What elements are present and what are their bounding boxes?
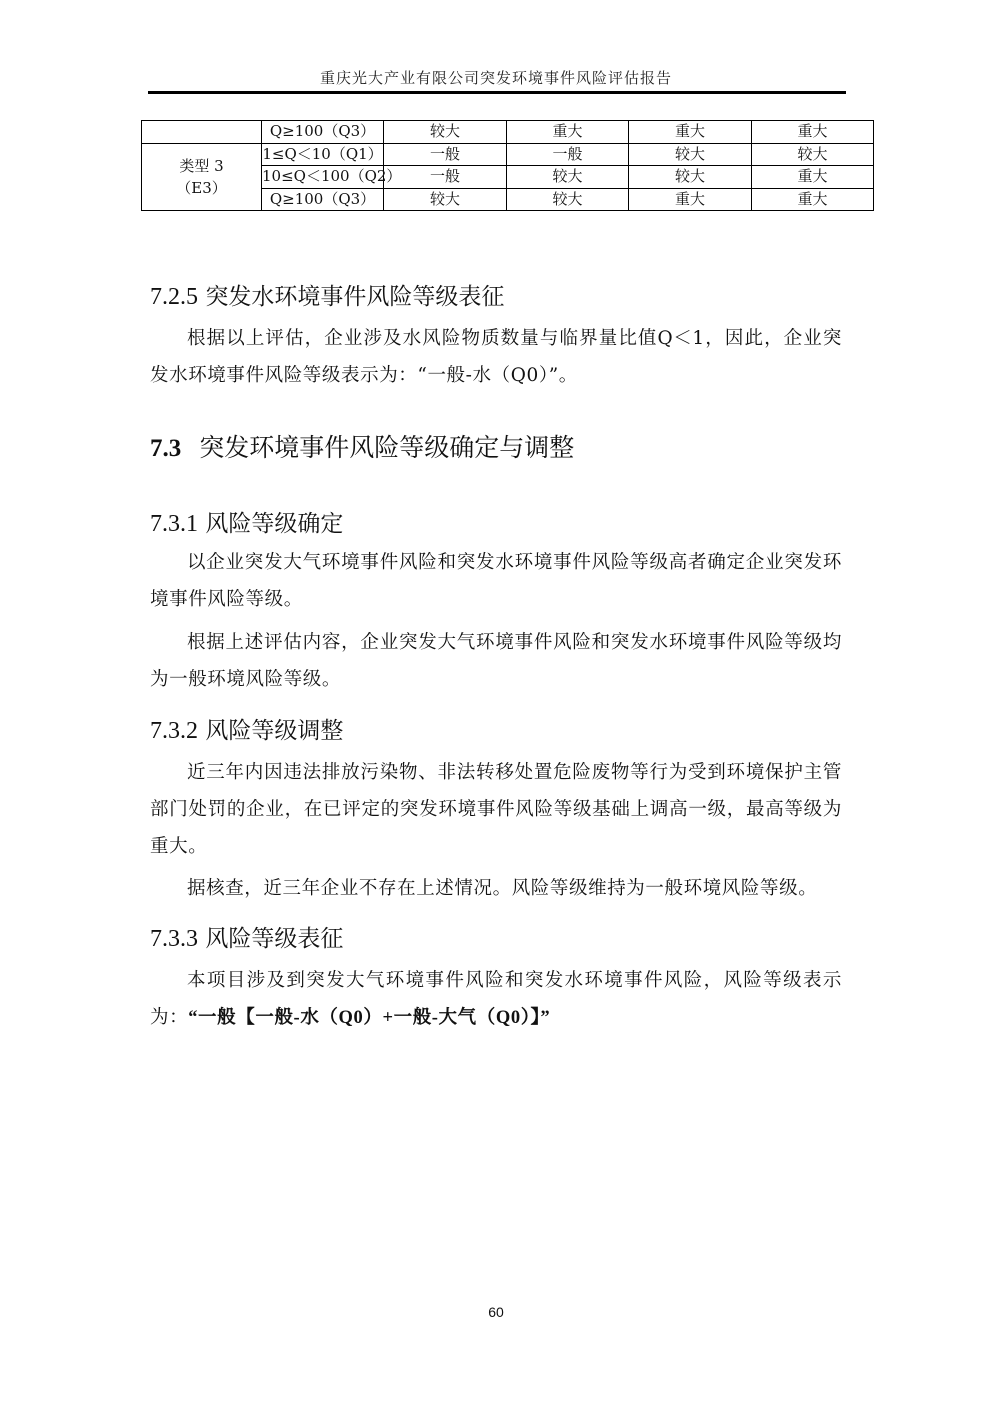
page-number: 60	[488, 1304, 504, 1320]
table-cell: 较大	[629, 143, 752, 166]
table-cell-category	[142, 121, 262, 144]
table-cell: 一般	[384, 166, 507, 189]
paragraph: 以企业突发大气环境事件风险和突发水环境事件风险等级高者确定企业突发环境事件风险等级。	[150, 552, 842, 610]
table-cell: 较大	[384, 188, 507, 211]
table-cell: 重大	[507, 121, 629, 144]
paragraph	[150, 962, 842, 1037]
section-number: 7.2.5	[150, 284, 198, 310]
table-cell-q-range: 10≤Q＜100（Q2）	[262, 166, 384, 189]
table-row	[142, 121, 874, 144]
table-cell: 较大	[507, 188, 629, 211]
section-number: 7.3.3	[150, 926, 198, 952]
section-heading-7-3	[150, 428, 574, 464]
table-cell: 重大	[629, 121, 752, 144]
category-label: 类型 3	[179, 156, 224, 175]
section-heading-7-3-1	[150, 505, 343, 538]
paragraph: 根据以上评估，企业涉及水风险物质数量与临界量比值Q＜1，因此，企业突发水环境事件风险等级表示为：“一般-水（Q0）”。	[150, 328, 842, 386]
table-cell: 一般	[507, 143, 629, 166]
risk-level-expression: “一般【一般-水（Q0）+一般-大气（Q0）】”	[188, 1008, 551, 1028]
table-cell: 较大	[384, 121, 507, 144]
section-title: 突发环境事件风险等级确定与调整	[199, 433, 575, 462]
table-cell-q-range: Q≥100（Q3）	[262, 121, 384, 144]
table-cell: 重大	[752, 166, 874, 189]
section-heading-7-3-2	[150, 712, 343, 745]
table-cell: 较大	[507, 166, 629, 189]
table-row	[142, 143, 874, 166]
header-rule	[148, 91, 846, 94]
section-title: 风险等级表征	[205, 926, 344, 952]
table-cell: 较大	[752, 143, 874, 166]
section-number: 7.3	[150, 435, 182, 462]
table-cell-q-range: Q≥100（Q3）	[262, 188, 384, 211]
section-title: 突发水环境事件风险等级表征	[205, 284, 505, 310]
category-code: （E3）	[176, 178, 227, 197]
table-cell: 重大	[752, 121, 874, 144]
section-title: 风险等级调整	[205, 718, 344, 744]
table-cell-category	[142, 143, 262, 211]
paragraph-text: 本项目涉及到突发大气环境事件风险和突发水环境事件风险，风险等级表示为：	[150, 970, 842, 1028]
table-cell: 较大	[629, 166, 752, 189]
risk-level-table	[141, 120, 874, 211]
section-heading-7-3-3	[150, 920, 343, 953]
paragraph: 根据上述评估内容，企业突发大气环境事件风险和突发水环境事件风险等级均为一般环境风险等级。	[150, 632, 842, 690]
section-heading-7-2-5	[150, 278, 504, 311]
section-number: 7.3.1	[150, 511, 198, 537]
page-header-title: 重庆光大产业有限公司突发环境事件风险评估报告	[319, 69, 672, 87]
table-cell: 一般	[384, 143, 507, 166]
paragraph: 据核查，近三年企业不存在上述情况。风险等级维持为一般环境风险等级。	[187, 878, 818, 899]
section-number: 7.3.2	[150, 718, 198, 744]
section-title: 风险等级确定	[205, 511, 344, 537]
table-cell: 重大	[752, 188, 874, 211]
paragraph: 近三年内因违法排放污染物、非法转移处置危险废物等行为受到环境保护主管部门处罚的企业，在已评定的突发环境事件风险等级基础上调高一级，最高等级为重大。	[150, 762, 842, 857]
table-cell-q-range: 1≤Q＜10（Q1）	[262, 143, 384, 166]
table-cell: 重大	[629, 188, 752, 211]
